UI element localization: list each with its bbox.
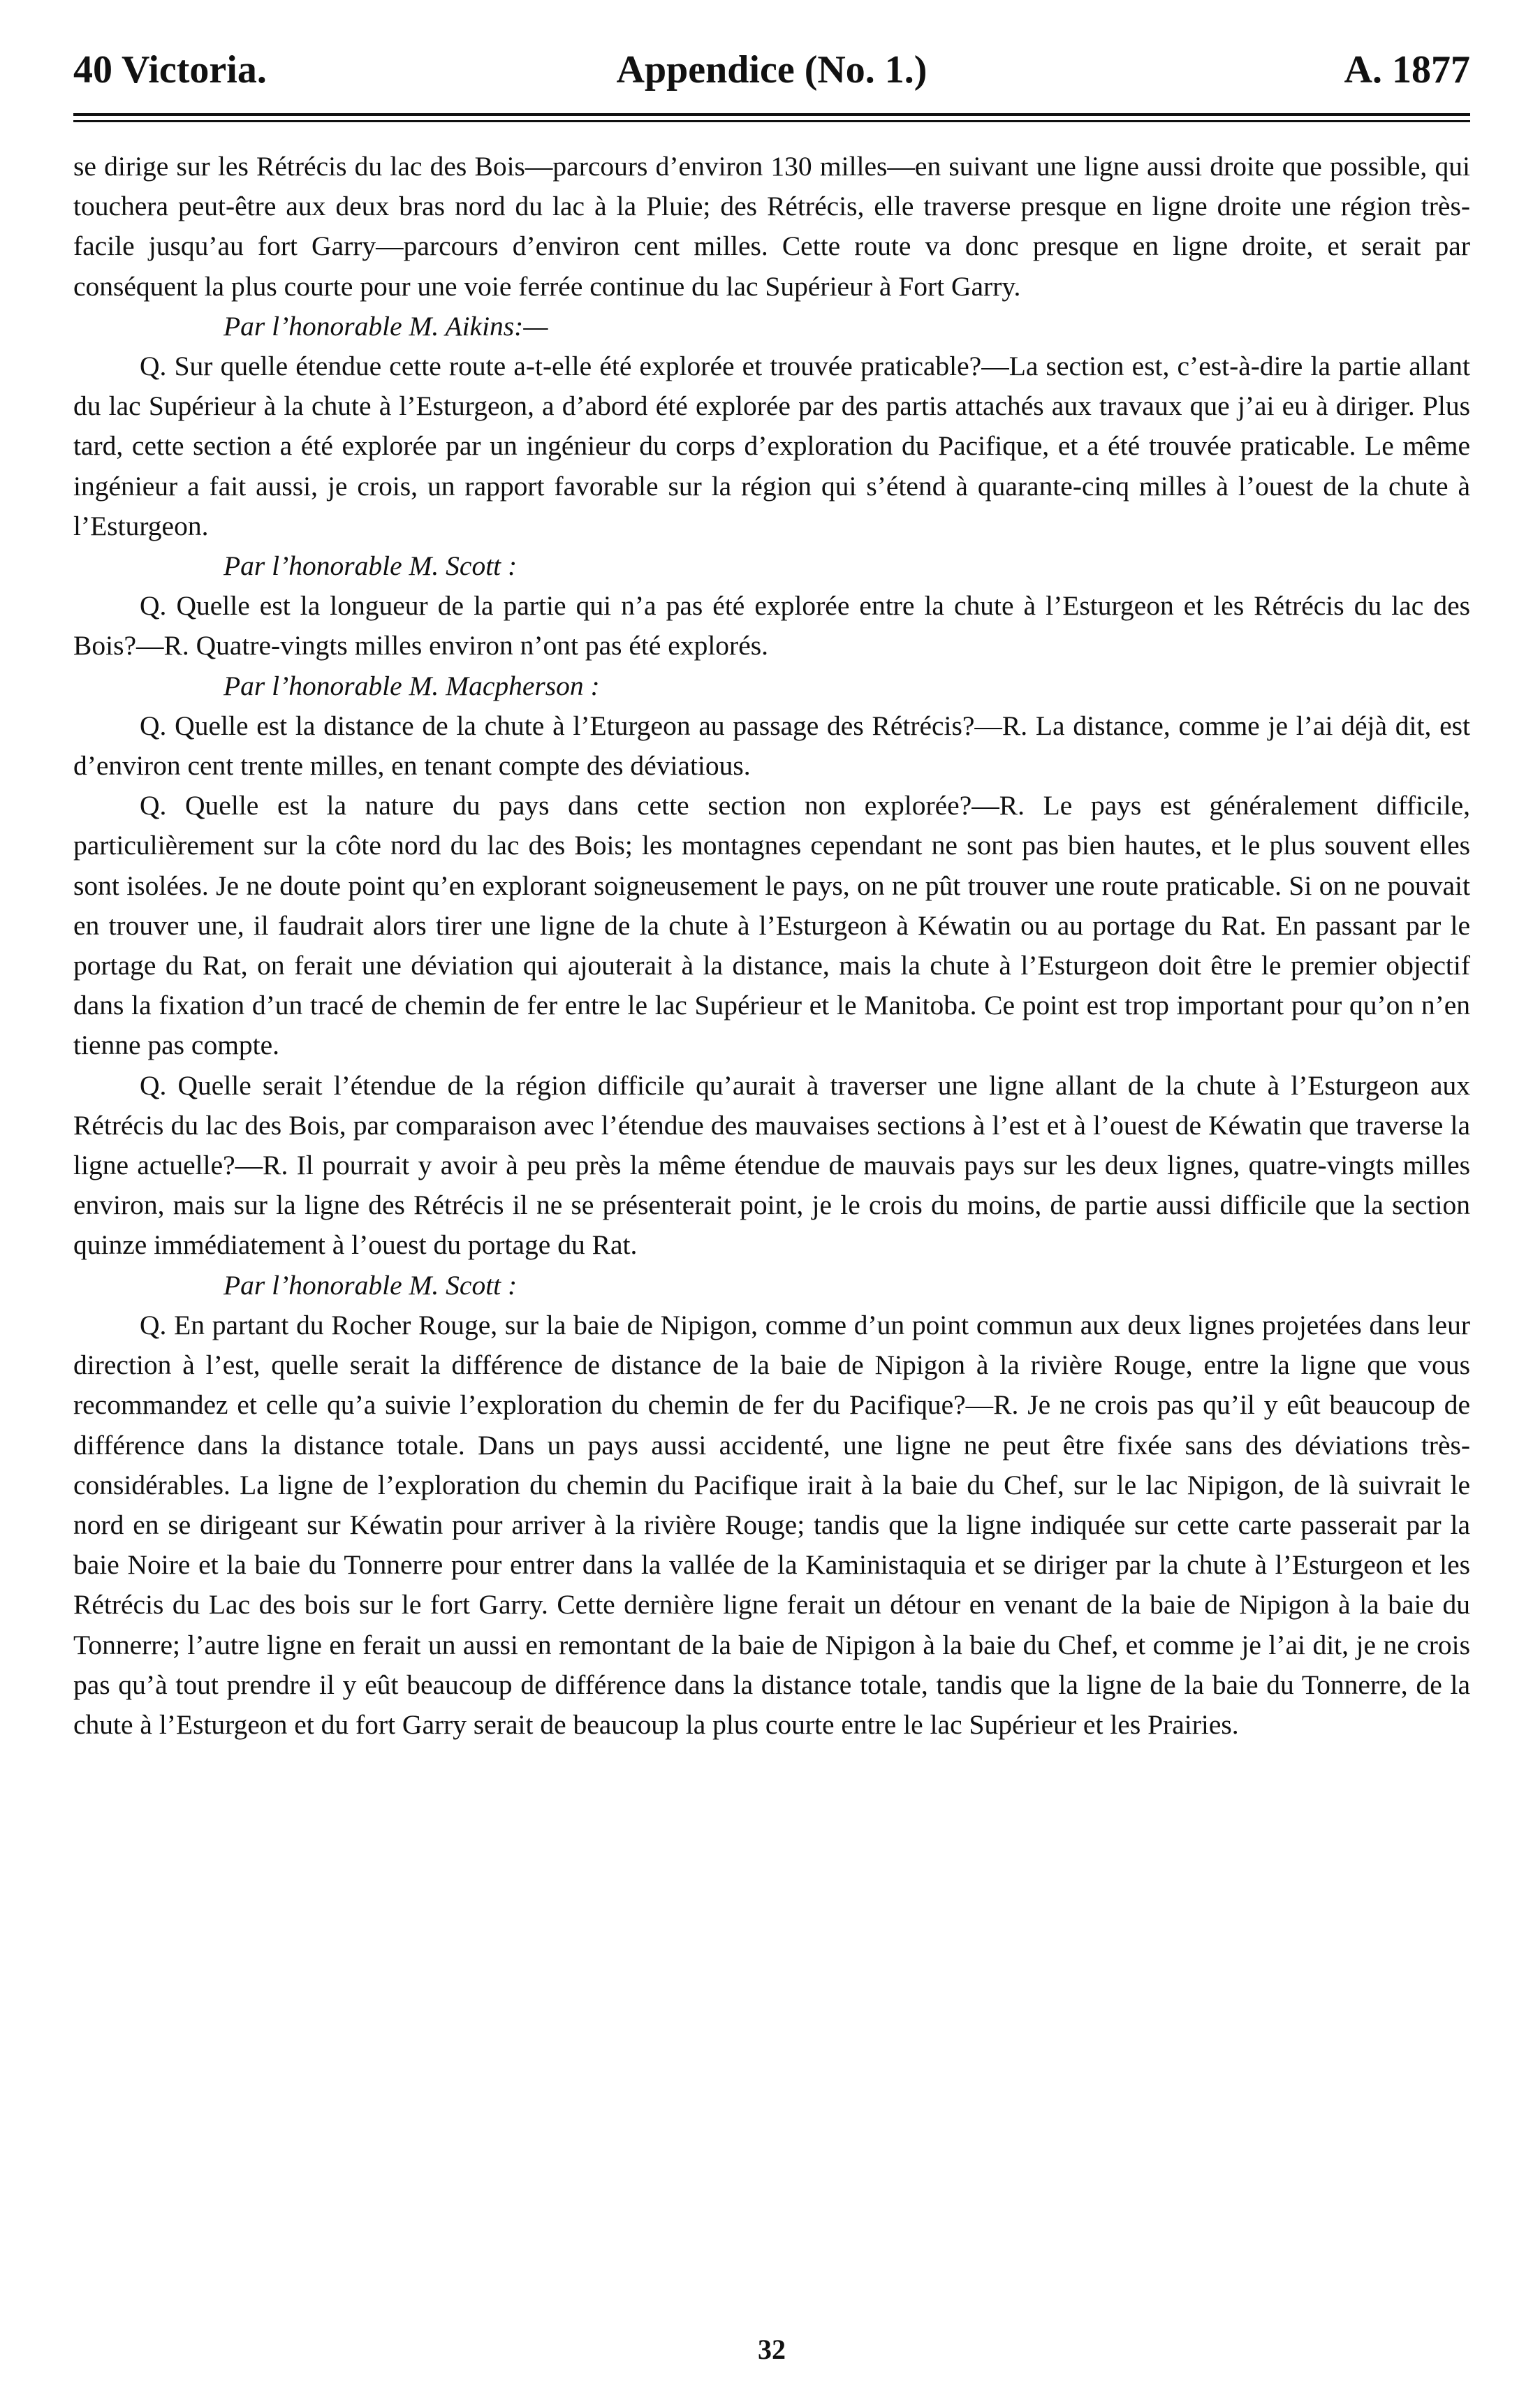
question-paragraph: Q. Quelle serait l’étendue de la région difficile qu’aurait à traverser une ligne allant de la chute à l’Esturgeon aux Rétrécis du lac des Bois, par comparaison avec l’étendue des mauvaises sections à l’est et à l’ouest de Kéwatin que traverse la ligne actuelle?—R. Il pourrait y avoir à peu près la même étendue de mauvais pays sur les deux lignes, quatre-vingts milles environ, mais sur la ligne des Rétrécis il ne se présenterait point, je le crois du moins, de partie aussi difficile que la section quinze immédiatement à l’ouest du portage du Rat. bbox=[73, 1069, 1470, 1261]
question-paragraph: Q. Quelle est la distance de la chute à l’Eturgeon au passage des Rétrécis?—R. La distance, comme je l’ai déjà dit, est d’environ cent trente milles, en tenant compte des déviatious. bbox=[73, 710, 1470, 782]
page-number: 32 bbox=[758, 2334, 786, 2365]
header-rule-top bbox=[73, 113, 1470, 116]
header-year: A. 1877 bbox=[1344, 48, 1470, 92]
speaker-heading: Par l’honorable M. Scott : bbox=[223, 1269, 518, 1301]
question-paragraph: Q. Quelle est la nature du pays dans cette section non explorée?—R. Le pays est généralement difficile, particulièrement sur la côte nord du lac des Bois; les montagnes cependant ne sont pas bien hautes, et le plus souvent elles sont isolées. Je ne doute point qu’en explorant soigneusement le pays, on ne pût trouver une route praticable. Si on ne pouvait en trouver une, il faudrait alors tirer une ligne de la chute à l’Esturgeon à Kéwatin ou au portage du Rat. En passant par le portage du Rat, on ferait une déviation qui ajouterait à la distance, mais la chute à l’Esturgeon doit être le premier objectif dans la fixation d’un tracé de chemin de fer entre le lac Supérieur et le Manitoba. Ce point est trop important pour qu’on n’en tienne pas compte. bbox=[73, 790, 1470, 1061]
question-paragraph: Q. En partant du Rocher Rouge, sur la baie de Nipigon, comme d’un point commun aux deux lignes projetées dans leur direction à l’est, quelle serait la différence de distance de la baie de Nipigon à la rivière Rouge, entre la ligne que vous recommandez et celle qu’a suivie l’exploration du chemin de fer du Pacifique?—R. Je ne crois pas qu’il y eût beaucoup de différence dans la distance totale. Dans un pays aussi accidenté, une ligne ne peut être fixée sans des déviations très-considérables. La ligne de l’exploration du chemin du Pacifique irait à la baie du Chef, sur le lac Nipigon, de là suivrait le nord en se dirigeant sur Kéwatin pour arriver à la rivière Rouge; tandis que la ligne indiquée sur cette carte passerait par la baie Noire et la baie du Tonnerre pour entrer dans la vallée de la Kaministaquia et se diriger par la chute à l’Esturgeon et les Rétrécis du Lac des bois sur le fort Garry. Cette dernière ligne ferait un détour en venant de la baie de Nipigon à la baie du Tonnerre; l’autre ligne en ferait un aussi en remontant de la baie de Nipigon à la baie du Chef, et comme je l’ai dit, je ne crois pas qu’à tout prendre il y eût beaucoup de différence dans la distance totale, tandis que la ligne de la baie du Tonnerre, de la chute à l’Esturgeon et du fort Garry serait de beaucoup la plus courte entre le lac Supérieur et les Prairies. bbox=[73, 1309, 1470, 1740]
header-session: 40 Victoria. bbox=[73, 48, 267, 92]
question-paragraph: Q. Sur quelle étendue cette route a-t-elle été explorée et trouvée praticable?—La section est, c’est-à-dire la partie allant du lac Supérieur à la chute à l’Esturgeon, a d’abord été explorée par des partis attachés aux travaux que j’ai eu à diriger. Plus tard, cette section a été explorée par un ingénieur du corps d’exploration du Pacifique, et a été trouvée praticable. Le même ingénieur a fait aussi, je crois, un rapport favorable sur la région qui s’étend à quarante-cinq milles à l’ouest de la chute à l’Esturgeon. bbox=[73, 351, 1470, 541]
document-page bbox=[73, 42, 1470, 2375]
speaker-heading: Par l’honorable M. Scott : bbox=[223, 550, 518, 582]
running-header bbox=[73, 42, 1470, 98]
header-appendix: Appendice (No. 1.) bbox=[616, 48, 927, 92]
paragraph-continuation: se dirige sur les Rétrécis du lac des Bois—parcours d’environ 130 milles—en suivant une ligne aussi droite que possible, qui touchera peut-être aux deux bras nord du lac à la Pluie; des Rétrécis, elle traverse presque en ligne droite une région très-facile jusqu’au fort Garry—parcours d’environ cent milles. Cette route va donc presque en ligne droite, et serait par conséquent la plus courte pour une voie ferrée continue du lac Supérieur à Fort Garry. bbox=[73, 151, 1470, 302]
question-paragraph: Q. Quelle est la longueur de la partie qui n’a pas été explorée entre la chute à l’Esturgeon et les Rétrécis du lac des Bois?—R. Quatre-vingts milles environ n’ont pas été explorés. bbox=[73, 590, 1470, 661]
speaker-heading: Par l’honorable M. Aikins:— bbox=[223, 310, 548, 342]
header-rule-bottom bbox=[73, 120, 1470, 122]
speaker-heading: Par l’honorable M. Macpherson : bbox=[223, 670, 600, 701]
body-text bbox=[73, 147, 1470, 1745]
